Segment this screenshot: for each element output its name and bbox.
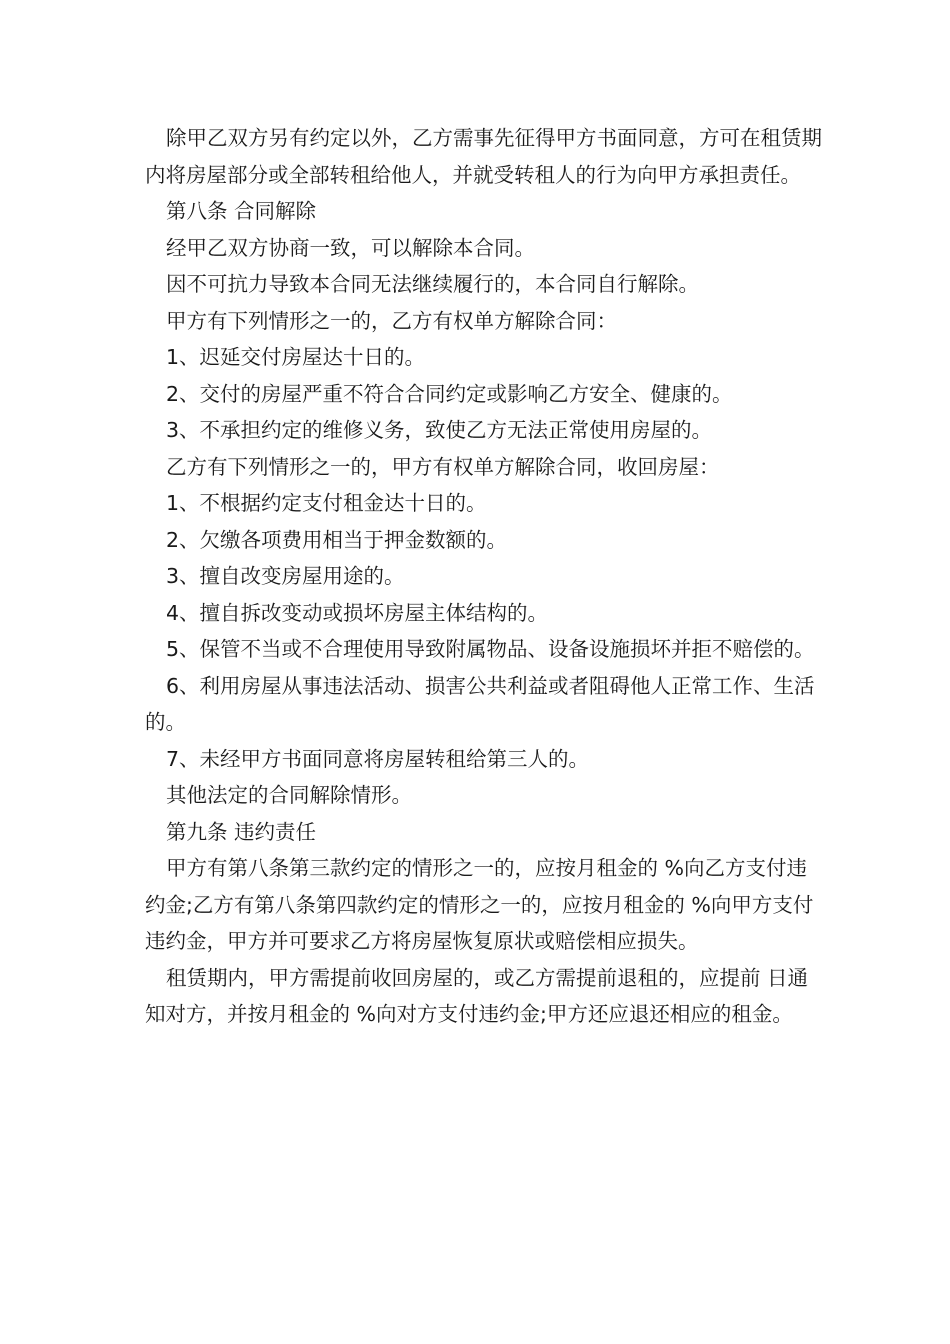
paragraph-other-cases: 其他法定的合同解除情形。: [166, 783, 412, 807]
paragraph-penalty: 甲方有第八条第三款约定的情形之一的，应按月租金的 %向乙方支付违约金;乙方有第八条第四款约定的情形之一的，应按月租金的 %向甲方支付违约金，甲方并可要求乙方将房屋恢复原状或赔偿相应损失。: [145, 856, 814, 953]
paragraph-force-majeure: 因不可抗力导致本合同无法继续履行的，本合同自行解除。: [166, 272, 699, 296]
list-item-b-1: 1、不根据约定支付租金达十日的。: [166, 491, 487, 515]
list-item-a-2: 2、交付的房屋严重不符合合同约定或影响乙方安全、健康的。: [166, 381, 733, 406]
list-item-b-5: 5、保管不当或不合理使用导致附属物品、设备设施损坏并拒不赔偿的。: [166, 637, 815, 661]
list-item-b-7: 7、未经甲方书面同意将房屋转租给第三人的。: [166, 746, 590, 771]
paragraph-party-a-cases-intro: 甲方有下列情形之一的，乙方有权单方解除合同：: [166, 308, 617, 333]
list-item-a-1: 1、迟延交付房屋达十日的。: [166, 345, 426, 369]
paragraph-party-b-cases-intro: 乙方有下列情形之一的，甲方有权单方解除合同，收回房屋：: [166, 454, 720, 479]
list-item-b-2: 2、欠缴各项费用相当于押金数额的。: [166, 527, 508, 552]
list-item-b-6: 6、利用房屋从事违法活动、损害公共利益或者阻碍他人正常工作、生活的。: [145, 673, 815, 734]
paragraph-mutual-termination: 经甲乙双方协商一致，可以解除本合同。: [166, 235, 535, 260]
document-body: [145, 120, 825, 1033]
list-item-b-3: 3、擅自改变房屋用途的。: [166, 564, 405, 588]
paragraph-sublease: 除甲乙双方另有约定以外，乙方需事先征得甲方书面同意，方可在租赁期内将房屋部分或全部转租给他人，并就受转租人的行为向甲方承担责任。: [145, 126, 822, 187]
list-item-b-4: 4、擅自拆改变动或损坏房屋主体结构的。: [166, 600, 549, 625]
heading-article-9: 第九条 违约责任: [166, 819, 317, 844]
heading-article-8: 第八条 合同解除: [166, 199, 317, 223]
list-item-a-3: 3、不承担约定的维修义务，致使乙方无法正常使用房屋的。: [166, 418, 713, 442]
paragraph-early-termination: 租赁期内，甲方需提前收回房屋的，或乙方需提前退租的，应提前 日通知对方，并按月租金的 %向对方支付违约金;甲方还应退还相应的租金。: [145, 965, 809, 1026]
